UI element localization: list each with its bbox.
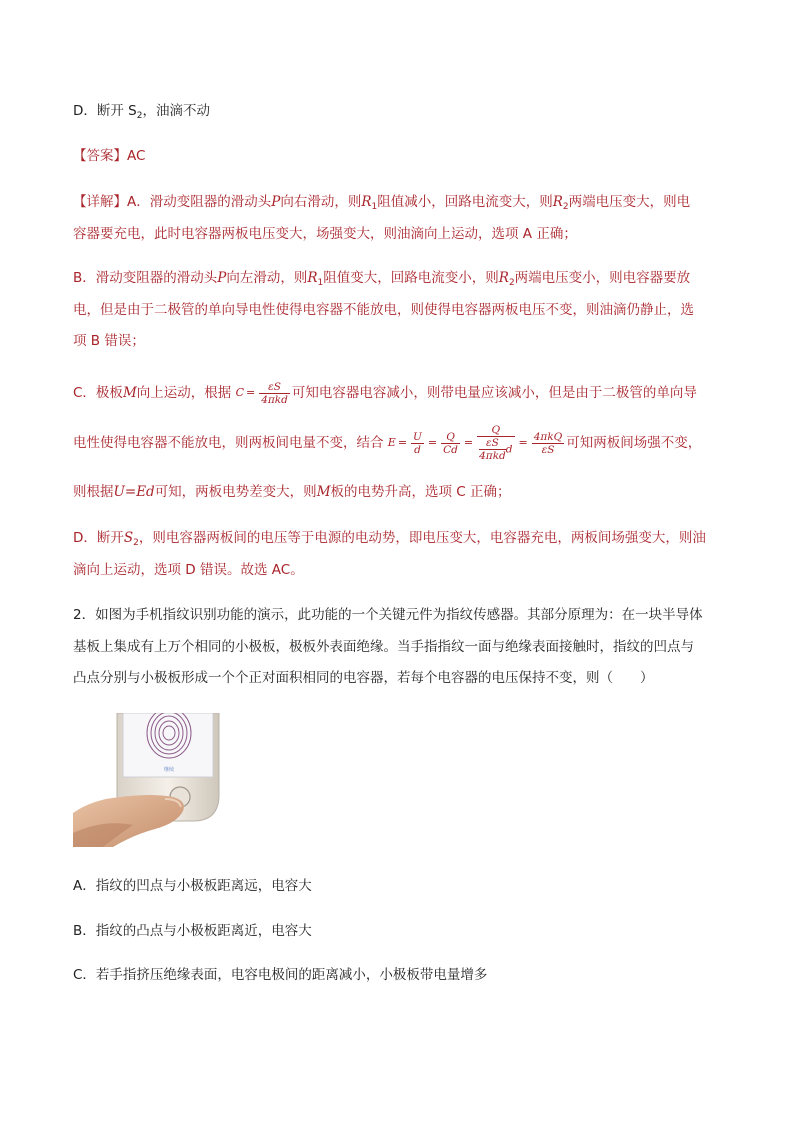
inner-denominator: 4πkd: [479, 450, 506, 462]
var-s: S: [123, 530, 134, 546]
equals-sign: =: [463, 436, 474, 449]
text-seg: 电性使得电容器不能放电，则两板间电量不变，结合: [73, 435, 384, 451]
equals-sign: =: [427, 436, 438, 449]
detail-d-line-1: [73, 528, 706, 553]
text-seg: 阻值变大，回路电流变小，则: [323, 270, 499, 286]
detail-c-line-3: [73, 482, 511, 502]
sub-2: 2: [133, 538, 139, 548]
inner-tail: d: [505, 443, 513, 456]
option-b: [73, 921, 312, 941]
detail-b-line-1: [73, 268, 690, 293]
text-seg: A．指纹的凹点与小极板距离远，电容大: [73, 878, 312, 894]
numerator: Q: [441, 431, 460, 444]
text-seg: 项 B 错误；: [73, 333, 145, 349]
fraction: [259, 381, 290, 406]
option-d-sub: 2: [136, 111, 143, 121]
text-seg: 两端电压变小，则电容器要放: [514, 270, 691, 286]
formula-c: C: [235, 386, 244, 399]
text-seg: 【详解】A．滑动变阻器的滑动头: [73, 194, 272, 210]
text-seg: B．指纹的凸点与小极板距离近，电容大: [73, 923, 312, 939]
numerator: 4πkQ: [533, 430, 563, 443]
compound-fraction: [477, 424, 514, 462]
inner-numerator: εS: [479, 437, 506, 450]
fraction: [441, 431, 460, 456]
text-seg: 基板上集成有上万个相同的小极板，极板外表面绝缘。当手指指纹一面与绝缘表面接触时，指纹的凹点与: [73, 639, 694, 655]
text-seg: 向右滑动，则: [280, 194, 362, 210]
text-seg: 则根据: [73, 484, 114, 500]
text-seg: 板的电势升高，选项 C 正确；: [330, 484, 511, 500]
fingerprint-phone-photo: [73, 713, 243, 847]
option-d-text: D．断开 S: [73, 103, 137, 119]
text-seg: ，则电容器两板间的电压等于电源的电动势，即电压变大，电容器充电，两板间场强变大，则油: [138, 530, 706, 546]
answer-text: 【答案】AC: [73, 148, 146, 164]
sub-2: 2: [508, 278, 515, 288]
detail-c-line-2: [73, 420, 701, 466]
text-seg: D．断开: [73, 530, 124, 546]
var-r: R: [552, 194, 563, 210]
detail-a-line-2: [73, 224, 577, 244]
fraction: [411, 431, 424, 456]
detail-d-line-2: [73, 560, 304, 580]
option-d-line: [73, 101, 210, 126]
var-r: R: [307, 270, 318, 286]
denominator: 4πkd: [261, 393, 288, 406]
equals-sign: =: [245, 386, 256, 399]
text-seg: 可知，两板电势差变大，则: [154, 484, 317, 500]
text-seg: 凸点分别与小极板形成一个个正对面积相同的电容器，若每个电容器的电压保持不变，则（ ）: [73, 670, 654, 686]
detail-b-line-3: [73, 331, 145, 351]
compound-denominator: [477, 437, 514, 462]
screen-caption: 继续: [163, 767, 175, 773]
inner-fraction: [479, 437, 506, 462]
numerator: εS: [259, 381, 290, 394]
option-a: [73, 876, 312, 896]
phone-illustration: [73, 713, 243, 847]
text-seg: 电，但是由于二极管的单向导电性使得电容器不能放电，则使得电容器两板电压不变，则油滴仍静止，选: [73, 302, 694, 318]
text-seg: 容器要充电，此时电容器两板电压变大，场强变大，则油滴向上运动，选项 A 正确；: [73, 226, 577, 242]
text-seg: 向左滑动，则: [226, 270, 308, 286]
question-2-line-3: [73, 668, 654, 688]
fraction: [532, 431, 565, 456]
field-formula: [388, 420, 567, 466]
text-seg: C．若手指挤压绝缘表面，电容电极间的距离减小，小极板带电量增多: [73, 967, 488, 983]
sub-1: 1: [371, 202, 378, 212]
answer-line: [73, 146, 145, 166]
numerator: Q: [477, 424, 514, 437]
numerator: U: [413, 430, 422, 443]
text-seg: B．滑动变阻器的滑动头: [73, 270, 218, 286]
var-m: M: [122, 385, 137, 401]
equals-sign: =: [518, 436, 528, 449]
text-seg: C．极板: [73, 385, 123, 401]
denominator: d: [414, 443, 421, 456]
option-c: [73, 965, 487, 985]
equals-sign: =: [397, 436, 408, 449]
sub-1: 1: [317, 278, 324, 288]
denominator: εS: [541, 443, 555, 456]
formula-e: E: [387, 436, 396, 449]
var-r: R: [498, 270, 509, 286]
text-seg: 向上运动，根据: [136, 385, 232, 401]
sub-2: 2: [562, 202, 569, 212]
formula-u-ed: U=Ed: [113, 484, 155, 500]
option-d-tail: ，油滴不动: [142, 103, 210, 119]
capacitance-formula: [236, 375, 292, 411]
text-seg: 可知电容器电容减小，则带电量应该减小，但是由于二极管的单向导: [291, 385, 697, 401]
detail-c-line-1: [73, 375, 697, 411]
text-seg: 滴向上运动，选项 D 错误。故选 AC。: [73, 562, 304, 578]
detail-a-line-1: [73, 192, 690, 217]
question-2-line-1: [73, 605, 703, 625]
denominator: Cd: [443, 443, 458, 456]
text-seg: 2．如图为手机指纹识别功能的演示，此功能的一个关键元件为指纹传感器。其部分原理为：在一块半导体: [73, 607, 703, 623]
var-p: P: [271, 194, 281, 210]
var-m: M: [316, 484, 331, 500]
question-2-line-2: [73, 637, 694, 657]
text-seg: 阻值减小，回路电流变大，则: [377, 194, 553, 210]
text-seg: 两端电压变大，则电: [568, 194, 691, 210]
detail-b-line-2: [73, 300, 694, 320]
var-r: R: [361, 194, 372, 210]
var-p: P: [217, 270, 227, 286]
text-seg: 可知两板间场强不变，: [566, 435, 702, 451]
